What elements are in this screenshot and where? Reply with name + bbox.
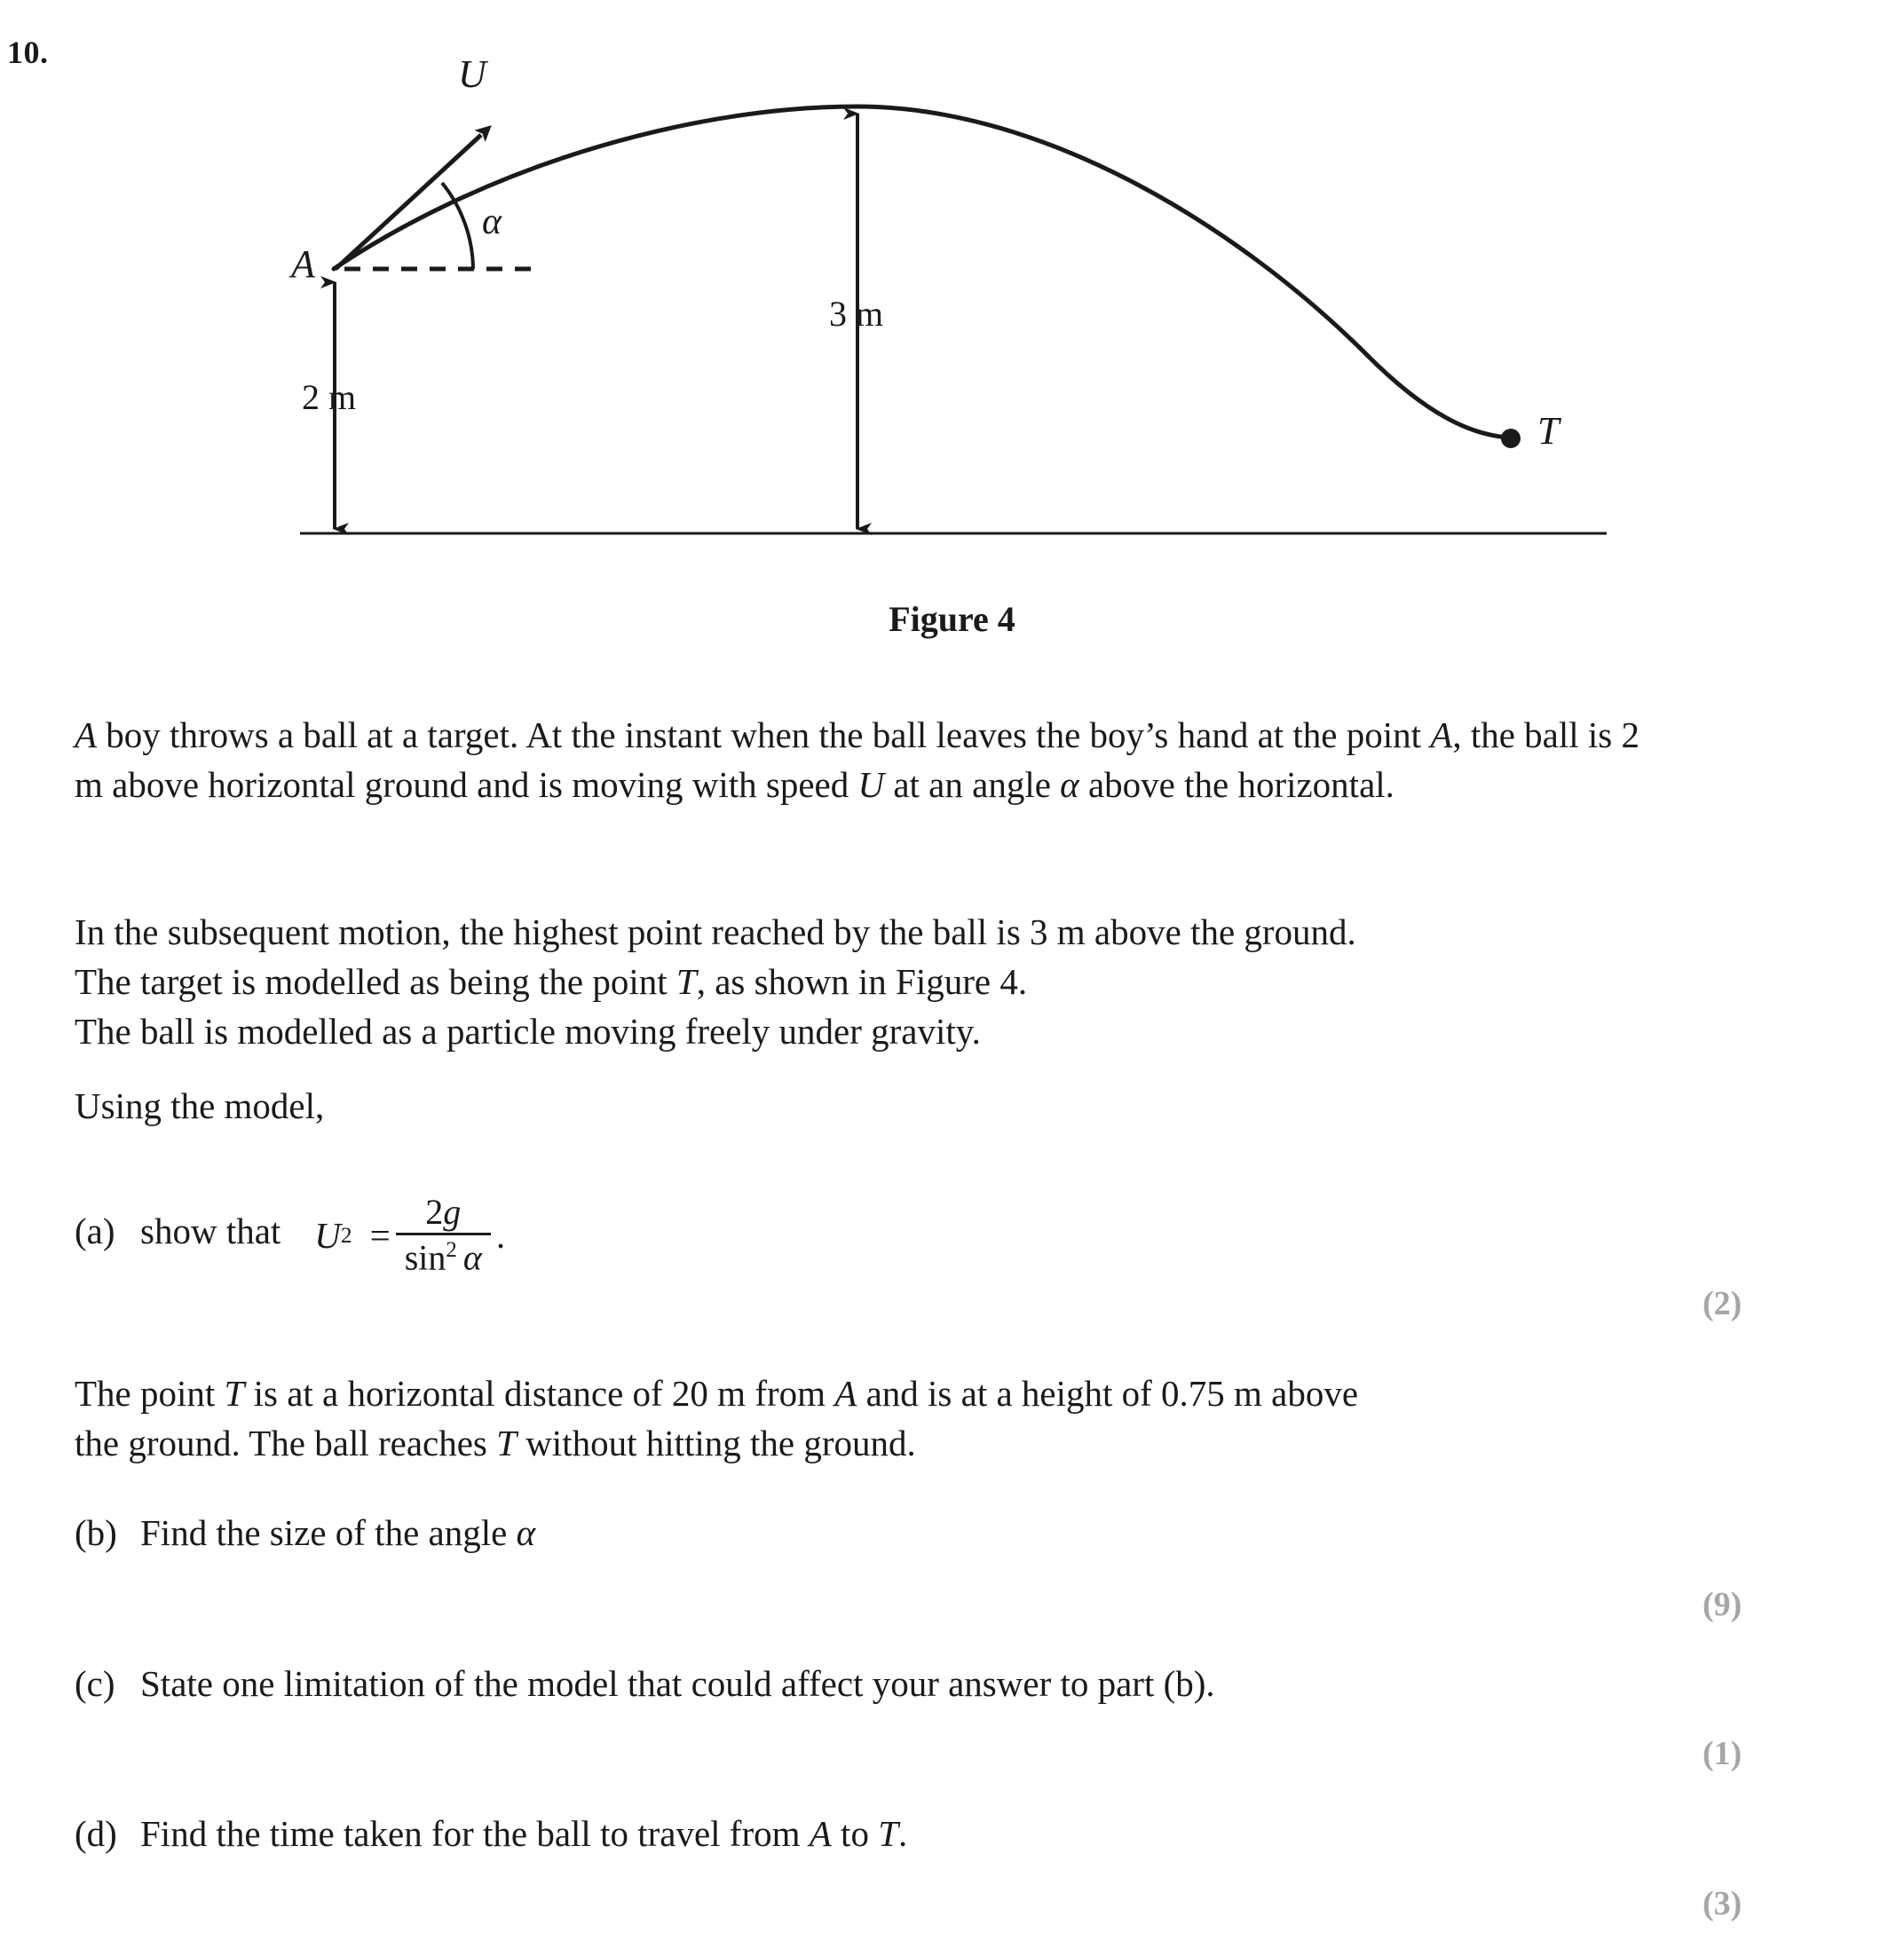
label-height-3m: 3 m <box>829 294 884 334</box>
point-t-line-2: the ground. The ball reaches T without hitting the ground. <box>75 1423 916 1463</box>
velocity-vector-U <box>336 135 481 269</box>
target-point-dot <box>1501 429 1521 448</box>
part-c-label: (c) <box>75 1663 115 1704</box>
marks-part-d: (3) <box>1703 1885 1742 1922</box>
marks-part-b: (9) <box>1703 1586 1742 1623</box>
numerator-coefficient: 2 <box>425 1192 444 1232</box>
part-d-label: (d) <box>75 1813 117 1854</box>
formula-lhs-exponent: 2 <box>340 1222 352 1248</box>
formula-lhs-variable: U <box>314 1214 341 1256</box>
part-a-text: show that <box>140 1211 281 1252</box>
figure-caption: Figure 4 <box>889 599 1015 639</box>
numerator-variable-g: g <box>443 1192 462 1232</box>
projectile-trajectory-svg <box>0 0 1904 621</box>
question-number: 10. <box>7 35 49 70</box>
question-part-d <box>75 1809 907 1858</box>
motion-line-2: The target is modelled as being the point T, as shown in Figure 4. <box>75 961 1028 1002</box>
question-part-b <box>75 1508 535 1558</box>
marks-part-a: (2) <box>1703 1285 1742 1322</box>
paragraph-using-model: Using the model, <box>75 1085 325 1126</box>
trajectory-curve <box>334 106 1509 438</box>
part-a-label: (a) <box>75 1211 115 1252</box>
part-d-text: Find the time taken for the ball to travel from A to T. <box>140 1813 908 1854</box>
denominator-function-sin: sin <box>404 1237 446 1278</box>
motion-line-1: In the subsequent motion, the highest point reached by the ball is 3 m above the ground. <box>75 911 1356 952</box>
fraction-numerator <box>416 1194 470 1233</box>
label-alpha: α <box>482 201 502 242</box>
label-U: U <box>458 52 486 96</box>
denominator-variable-alpha: α <box>462 1237 482 1278</box>
part-c-text: State one limitation of the model that could affect your answer to part (b). <box>140 1663 1215 1704</box>
motion-line-3: The ball is modelled as a particle moving freely under gravity. <box>75 1011 981 1052</box>
label-A: A <box>291 242 315 286</box>
label-T: T <box>1537 409 1560 453</box>
formula-fraction <box>396 1194 491 1276</box>
formula-trailing-period: . <box>495 1214 506 1256</box>
formula-equals: = <box>369 1214 391 1256</box>
part-a-formula <box>314 1194 505 1276</box>
marks-part-c: (1) <box>1703 1735 1742 1772</box>
paragraph-point-t <box>75 1368 1663 1468</box>
paragraph-motion <box>75 907 1663 1056</box>
figure-4-diagram <box>0 0 1904 621</box>
question-part-c <box>75 1659 1215 1708</box>
denominator-exponent: 2 <box>446 1238 457 1262</box>
fraction-denominator <box>396 1235 491 1276</box>
part-b-text: Find the size of the angle α <box>140 1512 536 1553</box>
part-b-label: (b) <box>75 1512 117 1553</box>
label-height-2m: 2 m <box>302 377 357 417</box>
point-t-line-1: The point T is at a horizontal distance of 20 m from A and is at a height of 0.75 m above <box>75 1373 1359 1414</box>
paragraph-intro: A boy throws a ball at a target. At the instant when the ball leaves the boy’s hand at the point A, the ball is 2 m above horizontal ground and is moving with speed U at an angle α above the horizontal. <box>75 714 1639 805</box>
question-part-a <box>75 1194 505 1276</box>
